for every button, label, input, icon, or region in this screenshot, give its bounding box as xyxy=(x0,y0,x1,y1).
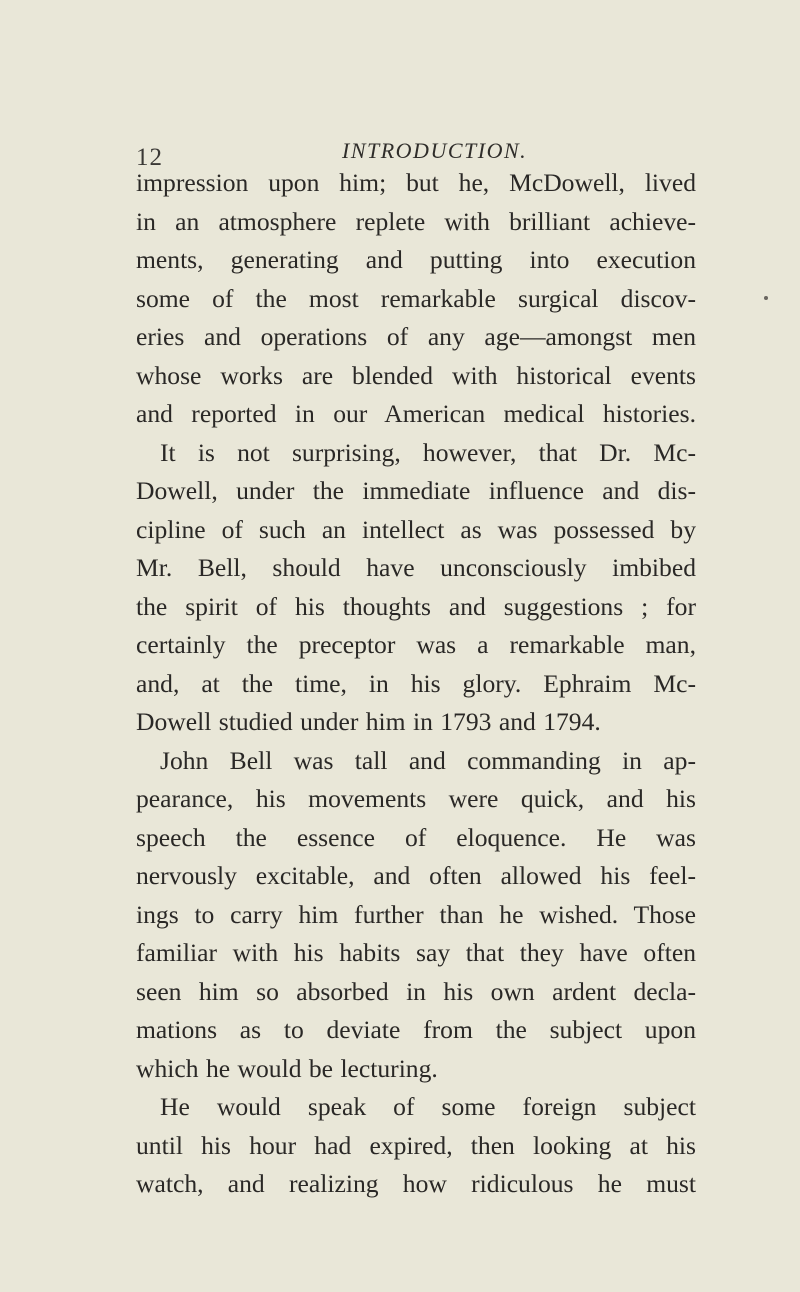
text-line: and reported in our American medical histories. xyxy=(136,399,696,428)
text-line: in an atmosphere replete with brilliant achieve- xyxy=(136,206,696,236)
text-line: Dowell, under the immediate influence and dis- xyxy=(136,476,696,505)
text-line: until his hour had expired, then looking at his xyxy=(136,1130,696,1160)
text-line: It is not surprising, however, that Dr. Mc- xyxy=(160,437,696,467)
text-line: and, at the time, in his glory. Ephraim Mc- xyxy=(136,668,696,698)
text-line: mations as to deviate from the subject upon xyxy=(136,1015,696,1044)
paper-speck xyxy=(764,296,768,300)
text-line: watch, and realizing how ridiculous he must xyxy=(136,1169,696,1198)
text-line: eries and operations of any age—amongst men xyxy=(136,322,696,351)
running-title: INTRODUCTION. xyxy=(342,138,528,163)
text-line: the spirit of his thoughts and suggestions ; for xyxy=(136,591,696,621)
text-line: John Bell was tall and commanding in ap- xyxy=(160,745,696,775)
page-number: 12 xyxy=(136,144,163,171)
text-line: ings to carry him further than he wished. Those xyxy=(136,899,696,929)
text-line: cipline of such an intellect as was possessed by xyxy=(136,514,696,544)
text-line: which he would be lecturing. xyxy=(136,1053,438,1083)
text-line: seen him so absorbed in his own ardent decla- xyxy=(136,976,696,1006)
text-line: speech the essence of eloquence. He was xyxy=(136,822,696,852)
text-line: whose works are blended with historical events xyxy=(136,360,696,390)
text-line: ments, generating and putting into execution xyxy=(136,245,696,274)
text-line: Mr. Bell, should have unconsciously imbibed xyxy=(136,553,696,582)
text-line: familiar with his habits say that they have often xyxy=(136,938,696,967)
text-line: some of the most remarkable surgical discov- xyxy=(136,283,696,313)
text-line: Dowell studied under him in 1793 and 1794. xyxy=(136,707,601,736)
text-line: pearance, his movements were quick, and his xyxy=(136,784,696,813)
text-line: He would speak of some foreign subject xyxy=(160,1092,696,1121)
body-text xyxy=(136,164,696,1204)
text-line: impression upon him; but he, McDowell, lived xyxy=(136,168,696,197)
text-line: certainly the preceptor was a remarkable man, xyxy=(136,630,696,659)
text-line: nervously excitable, and often allowed his feel- xyxy=(136,861,696,890)
